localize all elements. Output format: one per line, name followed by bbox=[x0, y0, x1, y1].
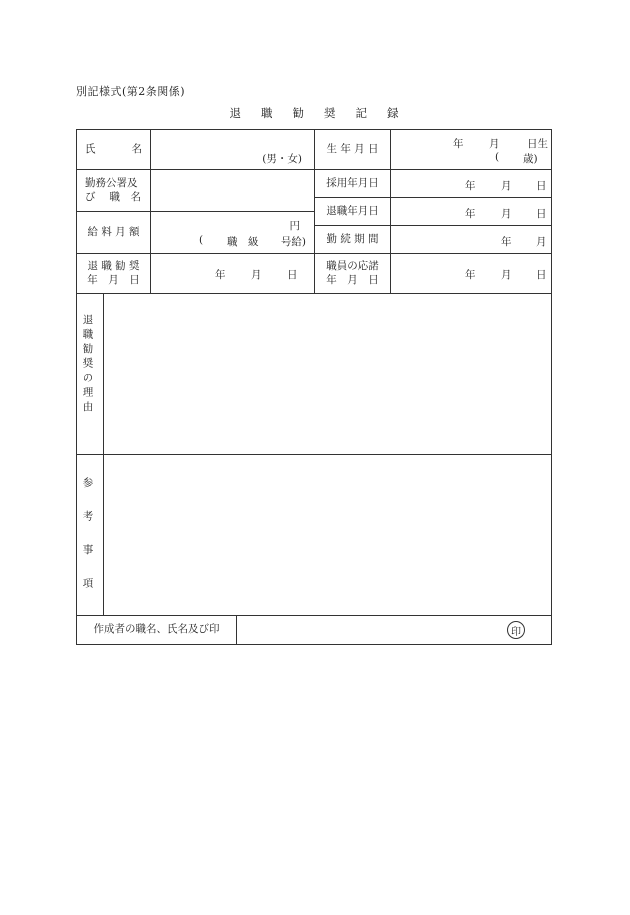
name-field[interactable] bbox=[150, 129, 315, 170]
age-unit: 歳) bbox=[523, 153, 538, 165]
retire-day-unit: 日 bbox=[536, 208, 547, 220]
retire-date-field[interactable] bbox=[390, 197, 552, 226]
service-label-cell bbox=[314, 225, 391, 254]
grade-open-paren: ( bbox=[199, 234, 204, 246]
gender-note: (男・女) bbox=[262, 153, 302, 165]
accept-date-field[interactable] bbox=[390, 253, 552, 294]
accept-day-unit: 日 bbox=[536, 269, 547, 281]
service-year-unit: 年 bbox=[501, 236, 512, 248]
service-month-unit: 月 bbox=[536, 236, 547, 248]
recommend-label-line1: 退 職 勧 奨 bbox=[87, 259, 140, 272]
hire-month-unit: 月 bbox=[501, 180, 512, 192]
recommend-year-unit: 年 bbox=[215, 269, 226, 281]
salary-label-cell bbox=[76, 211, 151, 254]
hire-label: 採用年月日 bbox=[326, 176, 379, 189]
birth-date-field[interactable] bbox=[390, 129, 552, 170]
position-label-line1: 勤務公署及 bbox=[85, 176, 138, 189]
name-label-cell bbox=[76, 129, 151, 170]
recommend-label-cell bbox=[76, 253, 151, 294]
accept-label-line2: 年 月 日 bbox=[326, 273, 379, 286]
birth-day-unit: 日生 bbox=[527, 138, 548, 150]
position-field[interactable] bbox=[150, 169, 315, 212]
hire-day-unit: 日 bbox=[536, 180, 547, 192]
recommend-date-field[interactable] bbox=[150, 253, 315, 294]
service-label: 勤 続 期 間 bbox=[326, 232, 379, 245]
yen-unit: 円 bbox=[289, 220, 300, 232]
retire-month-unit: 月 bbox=[501, 208, 512, 220]
birth-label: 生 年 月 日 bbox=[326, 142, 379, 155]
notes-field[interactable] bbox=[103, 454, 552, 616]
accept-month-unit: 月 bbox=[501, 269, 512, 281]
step-unit: 号給) bbox=[280, 236, 306, 248]
position-label-cell bbox=[76, 169, 151, 212]
salary-field[interactable] bbox=[150, 211, 315, 254]
author-field[interactable] bbox=[236, 615, 552, 645]
form-reference: 別記様式(第2条関係) bbox=[76, 85, 186, 98]
reason-field[interactable] bbox=[103, 293, 552, 455]
hire-year-unit: 年 bbox=[465, 180, 476, 192]
age-open-paren: ( bbox=[495, 151, 500, 163]
birth-year-unit: 年 bbox=[453, 138, 464, 150]
birth-label-cell bbox=[314, 129, 391, 170]
seal-mark-icon: 印 bbox=[507, 621, 525, 639]
retire-year-unit: 年 bbox=[465, 208, 476, 220]
position-label-line2a: び bbox=[85, 190, 96, 203]
retire-label-cell bbox=[314, 197, 391, 226]
name-label-first: 氏 bbox=[85, 142, 96, 155]
recommend-month-unit: 月 bbox=[251, 269, 262, 281]
accept-label-cell bbox=[314, 253, 391, 294]
service-field[interactable] bbox=[390, 225, 552, 254]
recommend-day-unit: 日 bbox=[287, 269, 298, 281]
position-label-line2 bbox=[85, 191, 141, 205]
position-label-line2b: 職 名 bbox=[109, 190, 141, 203]
reason-label: 退職勧奨の理由 bbox=[81, 314, 94, 416]
accept-label-line1: 職員の応諾 bbox=[326, 259, 379, 272]
grade-unit: 職 級 bbox=[227, 236, 259, 248]
hire-date-field[interactable] bbox=[390, 169, 552, 198]
author-label-cell bbox=[76, 615, 237, 645]
notes-label-cell bbox=[76, 454, 104, 616]
reason-label-cell bbox=[76, 293, 104, 455]
hire-label-cell bbox=[314, 169, 391, 198]
accept-year-unit: 年 bbox=[465, 269, 476, 281]
author-label: 作成者の職名、氏名及び印 bbox=[93, 623, 220, 636]
salary-label: 給 料 月 額 bbox=[87, 225, 140, 238]
birth-month-unit: 月 bbox=[489, 138, 500, 150]
recommend-label-line2: 年 月 日 bbox=[87, 273, 140, 286]
retire-label: 退職年月日 bbox=[326, 204, 379, 217]
document-title: 退職勧奨記録 bbox=[229, 106, 419, 120]
notes-label: 参考事項 bbox=[81, 477, 94, 611]
name-label-second: 名 bbox=[131, 142, 142, 155]
